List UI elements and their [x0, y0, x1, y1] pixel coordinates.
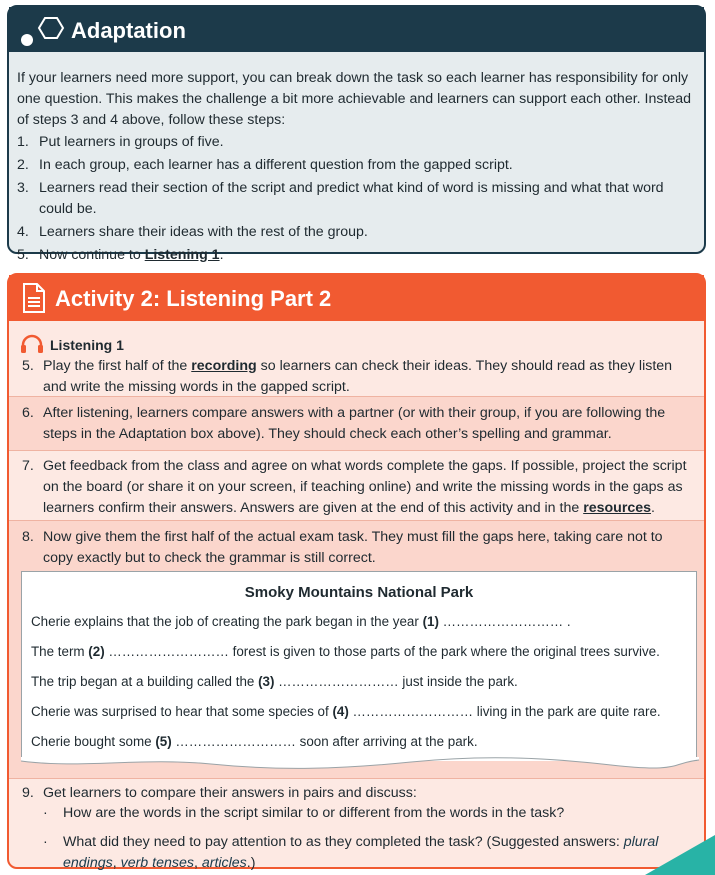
list-item: · What did they need to pay attention to as they completed the task? (Suggested answers: plural endings, verb tenses, articles.): [43, 834, 659, 871]
step-9: 9. Get learners to compare their answers in pairs and discuss:: [9, 778, 704, 808]
list-item: 1. Put learners in groups of five.: [17, 134, 224, 150]
document-icon: [22, 283, 46, 313]
exam-task-panel: [21, 571, 697, 761]
adaptation-title: Adaptation: [71, 18, 186, 43]
task-title: Smoky Mountains National Park: [244, 584, 474, 601]
activity-header: [9, 275, 704, 321]
task-question-3: The trip began at a building called the (3) ……………………… just inside the park.: [31, 674, 518, 689]
list-item: 4. Learners share their ideas with the rest of the group.: [17, 224, 368, 240]
step-8: 8. Now give them the first half of the actual exam task. They must fill the gaps here, taking care not to copy exactly but to check the grammar is still correct.: [9, 520, 704, 778]
torn-edge: [21, 757, 699, 771]
hexagon-icon: [38, 17, 64, 39]
activity-box: [7, 273, 706, 869]
listening-1-link[interactable]: Listening 1: [144, 247, 220, 263]
adaptation-box: [7, 5, 706, 263]
headphones-icon: [20, 334, 44, 354]
step-5: 5. Play the first half of the recording so learners can check their ideas. They should read as they listen and write the missing words in the gapped script.: [22, 358, 673, 395]
step-7: 7. Get feedback from the class and agree on what words complete the gaps. If possible, project the script on the board (or share it on your screen, if teaching online) and write the missing words in the gaps as learners confirm their answers. Answers are given at the end of this activity and in the resources.: [9, 450, 704, 520]
task-question-2: The term (2) ……………………… forest is given to those parts of the park where the original trees survive.: [31, 644, 660, 659]
adaptation-steps: [17, 132, 694, 266]
task-question-5: Cherie bought some (5) ……………………… soon after arriving at the park.: [31, 734, 478, 749]
listening-heading: Listening 1: [20, 334, 124, 354]
list-item: 5. Now continue to Listening 1.: [17, 247, 224, 263]
discussion-bullets: [43, 803, 683, 874]
task-question-1: Cherie explains that the job of creating the park began in the year (1) ……………………… .: [31, 614, 571, 629]
bullet-dot-icon: [21, 34, 33, 46]
list-item: · How are the words in the script similar to or different from the words in the task?: [43, 805, 565, 821]
list-item: 2. In each group, each learner has a different question from the gapped script.: [17, 157, 513, 173]
activity-title: Activity 2: Listening Part 2: [55, 286, 332, 311]
task-question-4: Cherie was surprised to hear that some species of (4) ……………………… living in the park are quite rare.: [31, 704, 661, 719]
adaptation-intro: If your learners need more support, you can break down the task so each learner has responsibility for only one question. This makes the challenge a bit more achievable and learners can support each other. Instead of steps 3 and 4 above, follow these steps:: [17, 70, 692, 128]
list-item: 3. Learners read their section of the script and predict what kind of word is missing and what that word could be.: [17, 180, 664, 217]
resources-link[interactable]: resources: [583, 500, 652, 516]
recording-link[interactable]: recording: [191, 358, 257, 374]
step-6: 6. After listening, learners compare answers with a partner (or with their group, if you are following the steps in the Adaptation box above). They should check each other’s spelling and grammar.: [9, 396, 704, 450]
corner-decoration: [615, 830, 715, 875]
adaptation-header: [9, 7, 704, 52]
